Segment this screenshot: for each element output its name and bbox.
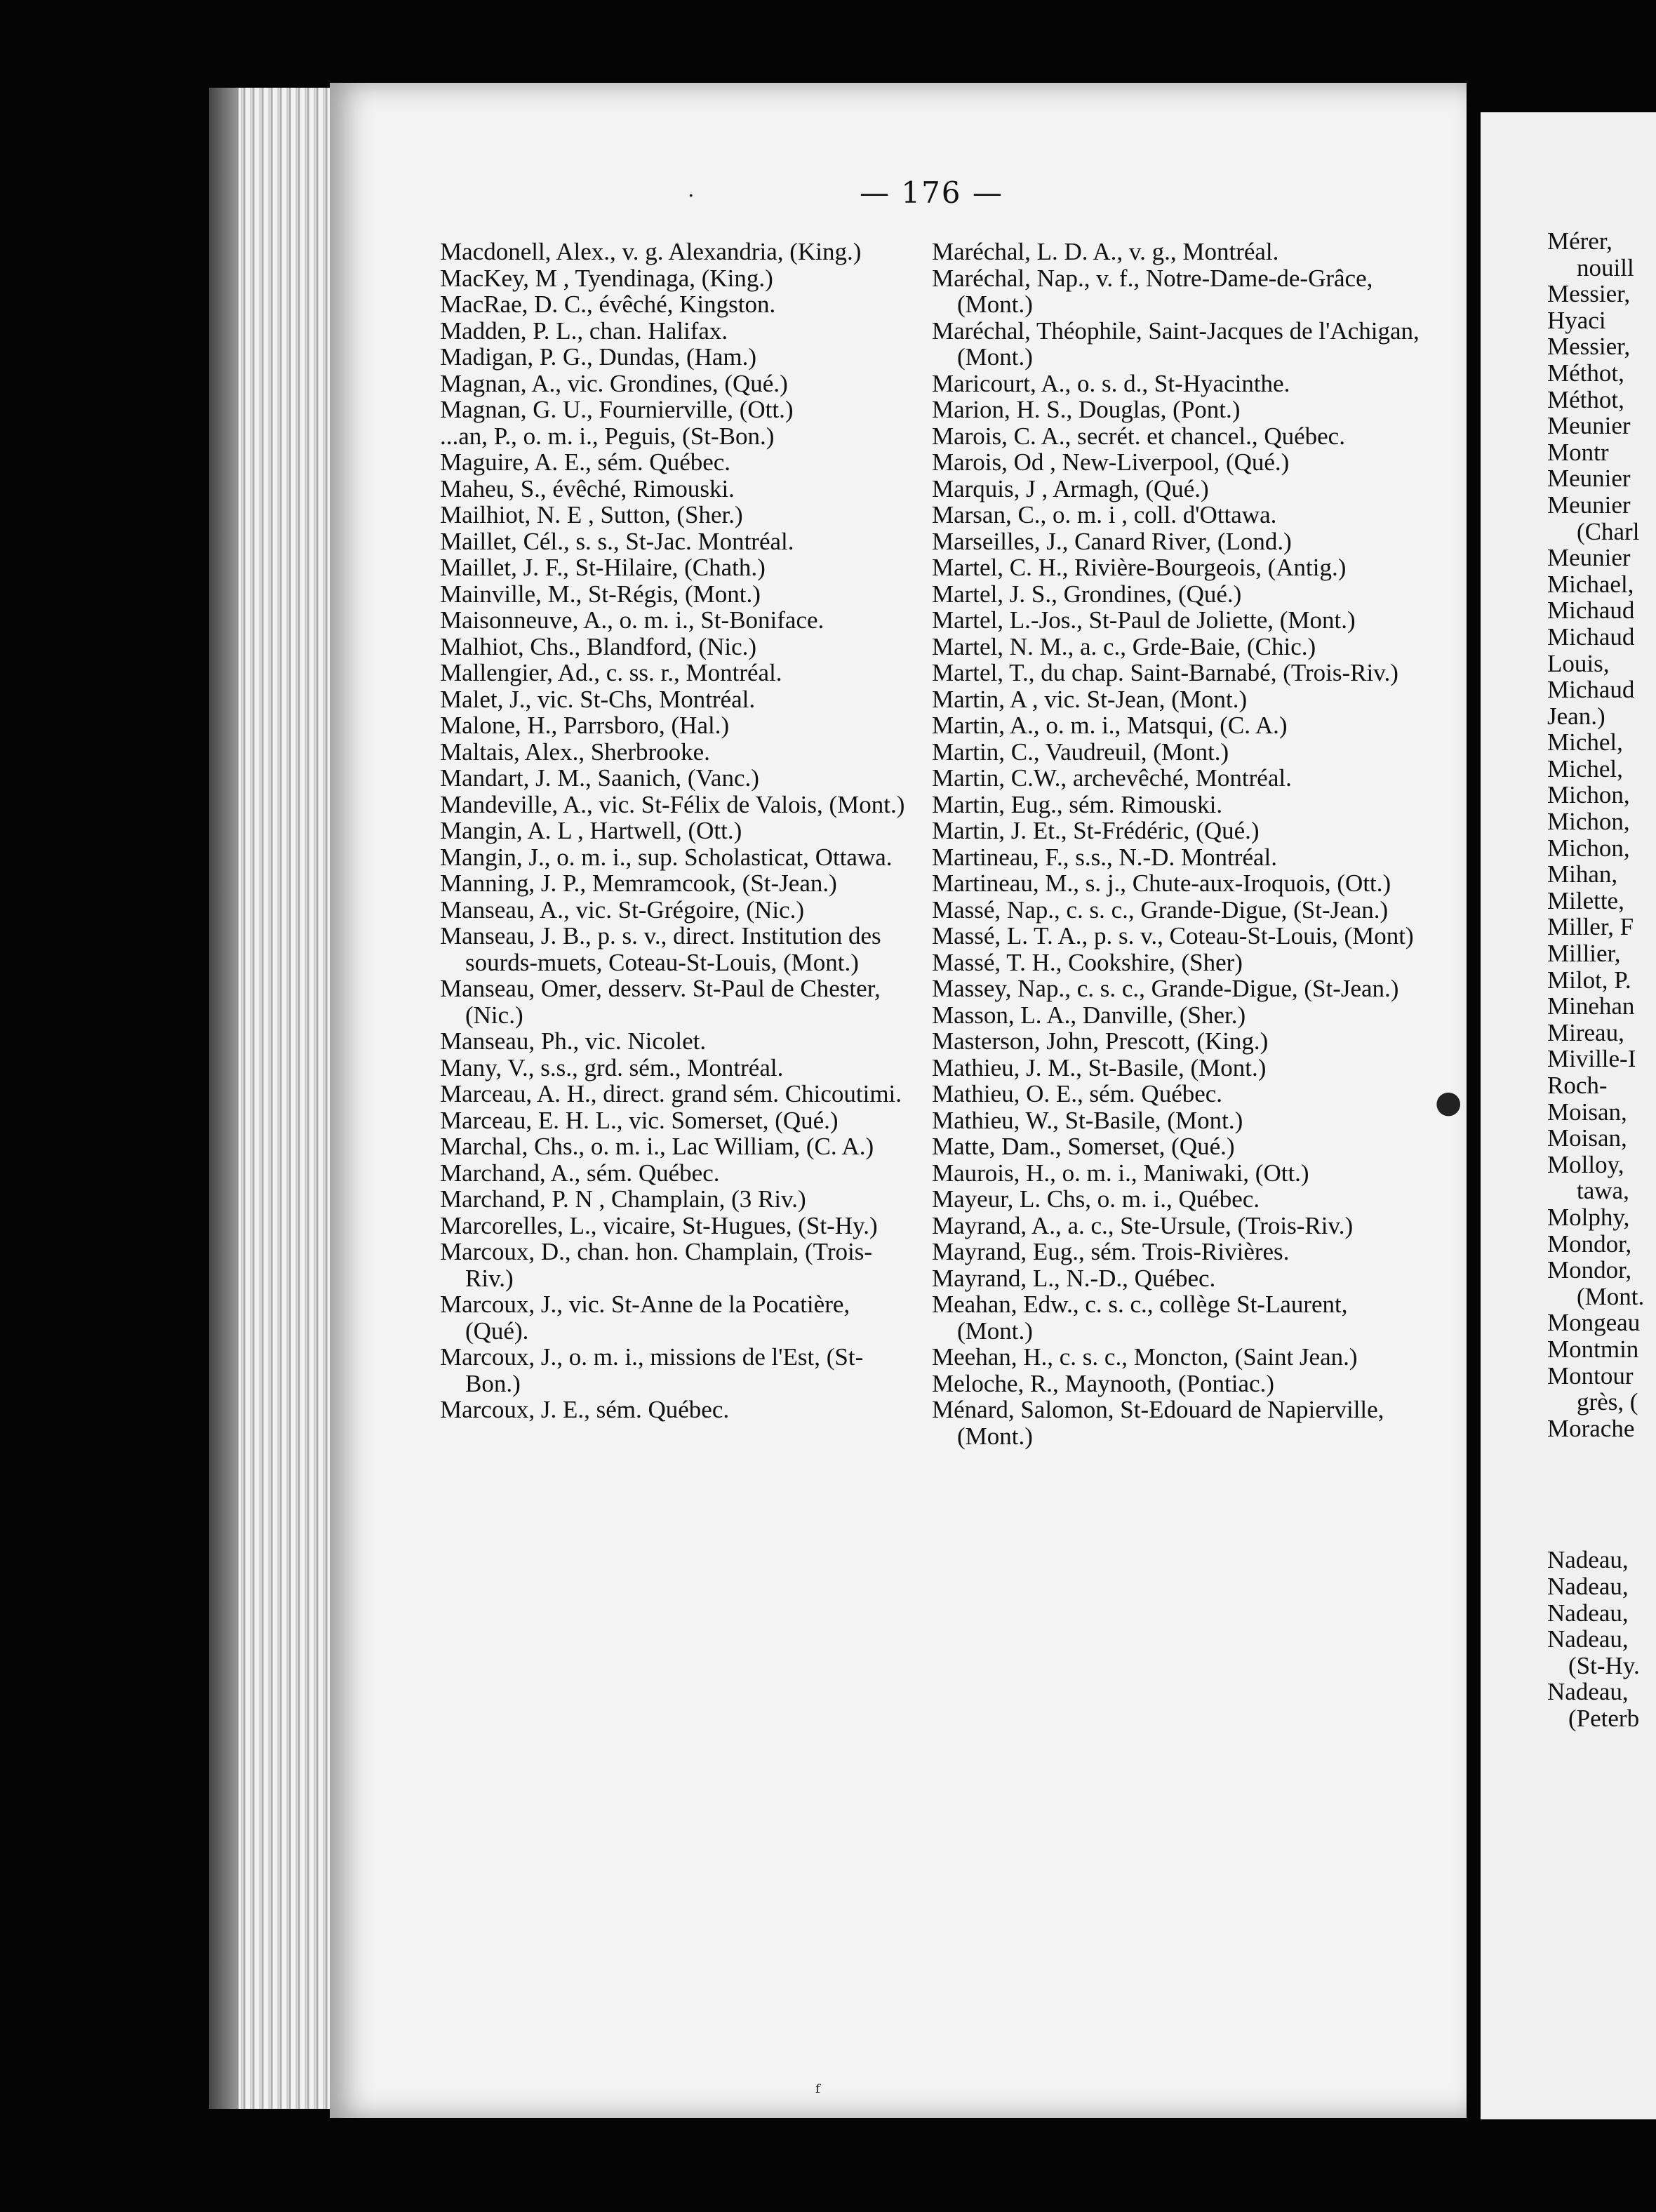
directory-entry: Maréchal, Théophile, Saint-Jacques de l'Achigan, (Mont.): [932, 317, 1420, 371]
facing-page-entry-fragment: Mérer,: [1547, 228, 1612, 255]
ink-mark: ᶠ: [815, 2081, 820, 2105]
directory-entry: Maltais, Alex., Sherbrooke.: [440, 738, 710, 766]
facing-page-entry-fragment: Mondor,: [1547, 1230, 1632, 1258]
directory-entry: Madden, P. L., chan. Halifax.: [440, 317, 728, 345]
page-number: — 176 —: [860, 175, 1003, 210]
directory-entry: Madigan, P. G., Dundas, (Ham.): [440, 343, 757, 371]
directory-entry: Manseau, Omer, desserv. St-Paul de Chester, (Nic.): [440, 975, 881, 1029]
facing-page-entry-fragment: Miville-I: [1547, 1045, 1636, 1073]
facing-page-entry-fragment: Meunier: [1547, 544, 1631, 572]
facing-page-entry-fragment: Méthot,: [1547, 359, 1624, 387]
directory-entry: Magnan, G. U., Fournierville, (Ott.): [440, 396, 794, 423]
facing-page-entry-fragment: Michon,: [1547, 808, 1630, 836]
directory-entry: Marsan, C., o. m. i , coll. d'Ottawa.: [932, 501, 1277, 528]
directory-entry: Mathieu, O. E., sém. Québec.: [932, 1080, 1223, 1107]
facing-page-entry-fragment: Nadeau,: [1547, 1599, 1629, 1627]
directory-entry: Marchand, P. N , Champlain, (3 Riv.): [440, 1185, 806, 1213]
directory-entry: Matte, Dam., Somerset, (Qué.): [932, 1133, 1235, 1160]
directory-entry: Mayrand, L., N.-D., Québec.: [932, 1264, 1216, 1292]
directory-entry: Masterson, John, Prescott, (King.): [932, 1027, 1269, 1055]
facing-page-entry-fragment: Nadeau,: [1547, 1678, 1629, 1706]
facing-page-entry-fragment: Mondor,: [1547, 1256, 1632, 1284]
facing-page-entry-fragment: Mireau,: [1547, 1018, 1624, 1046]
directory-entry: Maréchal, L. D. A., v. g., Montréal.: [932, 238, 1279, 265]
directory-entry: Martel, L.-Jos., St-Paul de Joliette, (Mont.): [932, 606, 1356, 634]
directory-entry: Maurois, H., o. m. i., Maniwaki, (Ott.): [932, 1159, 1309, 1187]
binding-shadow: [209, 88, 239, 2109]
facing-page-entry-fragment: nouill: [1577, 253, 1634, 281]
directory-entry: Marcoux, D., chan. hon. Champlain, (Trois-Riv.): [440, 1238, 872, 1292]
directory-entry: Marquis, J , Armagh, (Qué.): [932, 474, 1209, 502]
facing-page-entry-fragment: (St-Hy.: [1568, 1651, 1640, 1679]
facing-page-entry-fragment: Milette,: [1547, 886, 1624, 914]
directory-entry: Martin, C., Vaudreuil, (Mont.): [932, 738, 1229, 766]
directory-entry: Maillet, J. F., St-Hilaire, (Chath.): [440, 554, 766, 581]
facing-page-entry-fragment: Minehan: [1547, 992, 1635, 1020]
directory-entry: Martin, C.W., archevêché, Montréal.: [932, 764, 1292, 792]
directory-entry: Marceau, E. H. L., vic. Somerset, (Qué.): [440, 1106, 839, 1134]
directory-entry: Marois, Od , New-Liverpool, (Qué.): [932, 448, 1290, 476]
facing-page-entry-fragment: (Mont.: [1577, 1282, 1645, 1310]
facing-page-entry-fragment: Michon,: [1547, 834, 1630, 862]
facing-page-entry-fragment: Messier,: [1547, 280, 1631, 308]
facing-page-entry-fragment: Michael,: [1547, 570, 1634, 598]
facing-page-entry-fragment: Morache: [1547, 1414, 1635, 1442]
directory-entry: Martin, A., o. m. i., Matsqui, (C. A.): [932, 712, 1288, 739]
facing-page-entry-fragment: Nadeau,: [1547, 1572, 1629, 1600]
directory-entry: Martineau, M., s. j., Chute-aux-Iroquois, (Ott.): [932, 870, 1391, 897]
directory-entry: Mayrand, Eug., sém. Trois-Rivières.: [932, 1238, 1290, 1265]
directory-entry: Malone, H., Parrsboro, (Hal.): [440, 712, 730, 739]
directory-entry: Manseau, Ph., vic. Nicolet.: [440, 1027, 707, 1055]
directory-entry: Massé, L. T. A., p. s. v., Coteau-St-Louis, (Mont): [932, 922, 1414, 950]
facing-page-entry-fragment: Michel,: [1547, 728, 1623, 757]
directory-entry: Maguire, A. E., sém. Québec.: [440, 448, 731, 476]
facing-page-entry-fragment: Jean.): [1547, 702, 1605, 730]
directory-entry: Maillet, Cél., s. s., St-Jac. Montréal.: [440, 527, 794, 555]
directory-entry: Manning, J. P., Memramcook, (St-Jean.): [440, 870, 837, 897]
directory-entry: Malet, J., vic. St-Chs, Montréal.: [440, 685, 756, 713]
facing-page-entry-fragment: grès, (: [1577, 1388, 1638, 1416]
facing-page-entry-fragment: Molloy,: [1547, 1150, 1624, 1178]
directory-entry: Mallengier, Ad., c. ss. r., Montréal.: [440, 659, 782, 686]
facing-page-entry-fragment: Nadeau,: [1547, 1546, 1629, 1574]
facing-page-entry-fragment: Messier,: [1547, 333, 1631, 361]
directory-entry: Meloche, R., Maynooth, (Pontiac.): [932, 1369, 1274, 1397]
directory-entry: Marchal, Chs., o. m. i., Lac William, (C. A.): [440, 1133, 874, 1160]
facing-page-entry-fragment: Meunier: [1547, 412, 1631, 440]
facing-page-entry-fragment: Mongeau: [1547, 1309, 1641, 1337]
directory-entry: MacRae, D. C., évêché, Kingston.: [440, 291, 776, 318]
column-gap: [1547, 1441, 1656, 1547]
facing-page-entry-fragment: Meunier: [1547, 491, 1631, 519]
facing-page-entry-fragment: Roch-: [1547, 1072, 1608, 1099]
directory-entry: Maheu, S., évêché, Rimouski.: [440, 474, 735, 502]
directory-entry: MacKey, M , Tyendinaga, (King.): [440, 264, 773, 292]
directory-entry: Malhiot, Chs., Blandford, (Nic.): [440, 632, 757, 660]
directory-entry: Martel, T., du chap. Saint-Barnabé, (Trois-Riv.): [932, 659, 1398, 686]
facing-page-entry-fragment: Miller, F: [1547, 913, 1634, 941]
facing-page-entry-fragment: Moisan,: [1547, 1124, 1627, 1152]
facing-page-entry-fragment: Montour: [1547, 1361, 1634, 1390]
facing-page-entry-fragment: Michel,: [1547, 754, 1623, 782]
directory-entry: Massé, Nap., c. s. c., Grande-Digue, (St-Jean.): [932, 895, 1389, 924]
directory-entry: Mathieu, W., St-Basile, (Mont.): [932, 1106, 1243, 1134]
directory-entry: Martin, J. Et., St-Frédéric, (Qué.): [932, 817, 1260, 844]
facing-page-entry-fragment: Milot, P.: [1547, 966, 1631, 994]
right-entry-column: [932, 239, 1423, 1449]
directory-entry: Manseau, A., vic. St-Grégoire, (Nic.): [440, 895, 805, 924]
directory-entry: Martineau, F., s.s., N.-D. Montréal.: [932, 843, 1277, 871]
facing-page-entry-fragment: Mihan,: [1547, 860, 1618, 888]
facing-page-entry-fragment: Nadeau,: [1547, 1625, 1629, 1653]
directory-entry: Meahan, Edw., c. s. c., collège St-Laurent, (Mont.): [932, 1291, 1348, 1345]
facing-page-entry-fragment: Méthot,: [1547, 385, 1624, 413]
directory-entry: Marceau, A. H., direct. grand sém. Chicoutimi.: [440, 1080, 902, 1107]
facing-page-entry-fragment: Moisan,: [1547, 1098, 1627, 1126]
directory-entry: Martel, J. S., Grondines, (Qué.): [932, 580, 1242, 608]
facing-page-entry-fragment: Michaud: [1547, 597, 1635, 625]
facing-page-entry-fragment: Michaud: [1547, 676, 1635, 704]
directory-entry: Marcoux, J., vic. St-Anne de la Pocatière, (Qué).: [440, 1291, 850, 1345]
directory-entry: Maricourt, A., o. s. d., St-Hyacinthe.: [932, 369, 1290, 397]
facing-page-entry-fragment: Millier,: [1547, 940, 1621, 968]
facing-page-entry-fragment: Molphy,: [1547, 1203, 1630, 1231]
facing-page-entry-fragment: (Charl: [1577, 517, 1640, 545]
directory-entry: Mathieu, J. M., St-Basile, (Mont.): [932, 1053, 1267, 1081]
facing-page-entry-fragment: Michon,: [1547, 781, 1630, 809]
directory-entry: Mayrand, A., a. c., Ste-Ursule, (Trois-Riv.): [932, 1211, 1354, 1239]
directory-entry: Massé, T. H., Cookshire, (Sher): [932, 948, 1243, 976]
directory-entry: Martel, C. H., Rivière-Bourgeois, (Antig.): [932, 554, 1347, 581]
directory-entry: Mayeur, L. Chs, o. m. i., Québec.: [932, 1185, 1260, 1213]
directory-entry: Martel, N. M., a. c., Grde-Baie, (Chic.): [932, 632, 1316, 660]
facing-page-entry-fragment: Meunier: [1547, 465, 1631, 493]
directory-entry: Marois, C. A., secrét. et chancel., Québec.: [932, 422, 1345, 450]
directory-entry: Martin, Eug., sém. Rimouski.: [932, 790, 1223, 818]
directory-entry: Macdonell, Alex., v. g. Alexandria, (King.): [440, 238, 862, 265]
facing-page-entry-fragment: Montr: [1547, 438, 1609, 466]
directory-entry: Maréchal, Nap., v. f., Notre-Dame-de-Grâce, (Mont.): [932, 264, 1373, 318]
directory-entry: Mandart, J. M., Saanich, (Vanc.): [440, 764, 759, 792]
directory-entry: Marion, H. S., Douglas, (Pont.): [932, 396, 1241, 423]
facing-page-entry-fragment: Hyaci: [1547, 306, 1606, 334]
facing-page-entry-fragment: tawa,: [1577, 1177, 1629, 1205]
directory-entry: Marcorelles, L., vicaire, St-Hugues, (St-Hy.): [440, 1211, 878, 1239]
directory-entry: Meehan, H., c. s. c., Moncton, (Saint Jean.): [932, 1343, 1358, 1371]
directory-entry: Massey, Nap., c. s. c., Grande-Digue, (St-Jean.): [932, 975, 1399, 1002]
directory-entry: Mangin, J., o. m. i., sup. Scholasticat, Ottawa.: [440, 843, 893, 871]
ink-blot: ●: [1435, 1084, 1462, 1120]
directory-entry: Marseilles, J., Canard River, (Lond.): [932, 527, 1292, 555]
ink-mark: ·: [688, 184, 695, 208]
facing-page-entry-fragment: Montmin: [1547, 1335, 1639, 1363]
directory-entry: Mangin, A. L , Hartwell, (Ott.): [440, 817, 742, 844]
directory-entry: Marcoux, J., o. m. i., missions de l'Est, (St-Bon.): [440, 1343, 864, 1397]
directory-entry: Martin, A , vic. St-Jean, (Mont.): [932, 685, 1248, 713]
directory-entry: Maisonneuve, A., o. m. i., St-Boniface.: [440, 606, 824, 634]
facing-page-entry-fragment: (Peterb: [1568, 1704, 1640, 1732]
directory-entry: Many, V., s.s., grd. sém., Montréal.: [440, 1053, 784, 1081]
directory-entry: Mailhiot, N. E , Sutton, (Sher.): [440, 501, 743, 528]
facing-page-entry-column: [1547, 228, 1656, 1731]
directory-entry: Masson, L. A., Danville, (Sher.): [932, 1001, 1246, 1029]
directory-entry: Mandeville, A., vic. St-Félix de Valois, (Mont.): [440, 790, 905, 818]
facing-page-entry-fragment: Michaud: [1547, 622, 1635, 651]
directory-entry: Magnan, A., vic. Grondines, (Qué.): [440, 369, 788, 397]
directory-entry: ...an, P., o. m. i., Peguis, (St-Bon.): [440, 422, 775, 450]
directory-entry: Marchand, A., sém. Québec.: [440, 1159, 720, 1187]
directory-entry: Mainville, M., St-Régis, (Mont.): [440, 580, 761, 608]
directory-entry: Manseau, J. B., p. s. v., direct. Institution des sourds-muets, Coteau-St-Louis, (Mont.): [440, 922, 881, 976]
directory-entry: Ménard, Salomon, St-Edouard de Napierville, (Mont.): [932, 1396, 1384, 1450]
left-entry-column: [440, 239, 910, 1423]
facing-page-entry-fragment: Louis,: [1547, 649, 1610, 677]
directory-entry: Marcoux, J. E., sém. Québec.: [440, 1396, 730, 1423]
